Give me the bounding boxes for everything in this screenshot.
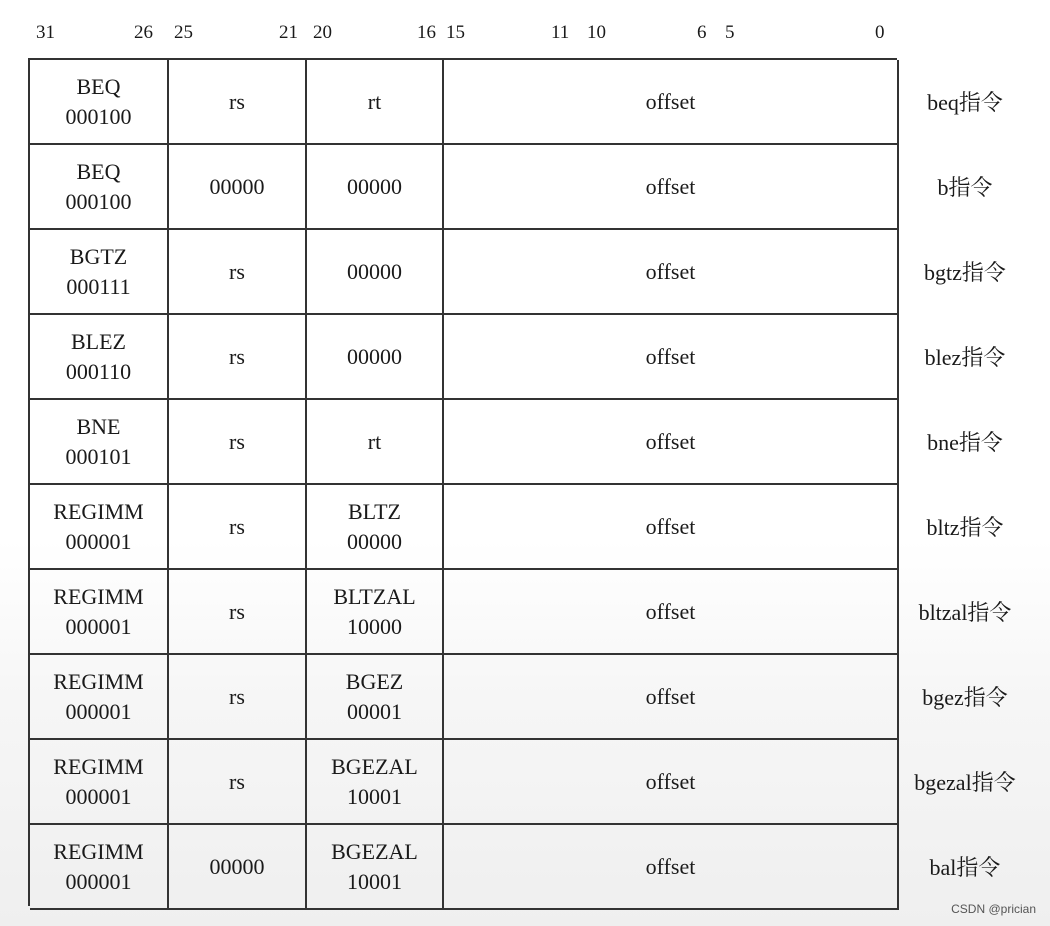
- offset-field: offset: [645, 513, 696, 539]
- table-row: [30, 400, 899, 485]
- opcode-bits: 000111: [66, 273, 131, 299]
- bit-label-15: 15: [446, 22, 465, 43]
- opcode-cell: [30, 230, 169, 315]
- rs-field: rs: [229, 88, 245, 114]
- table-row: [30, 740, 899, 825]
- opcode-name: BLEZ: [71, 328, 126, 354]
- offset-field: offset: [645, 683, 696, 709]
- bit-label-5: 5: [725, 22, 735, 43]
- rt-field-cell: [307, 740, 444, 825]
- opcode-bits: 000001: [65, 868, 132, 894]
- rs-field-cell: [169, 570, 307, 655]
- rt-field-bits: 10001: [347, 783, 402, 809]
- instruction-desc: bne指令: [927, 430, 1003, 455]
- opcode-name: REGIMM: [53, 668, 144, 694]
- instruction-desc: bgezal指令: [914, 770, 1016, 795]
- rs-field: 00000: [209, 853, 265, 879]
- table-row: [30, 570, 899, 655]
- rt-field-cell: [307, 230, 444, 315]
- rs-field-cell: [169, 400, 307, 485]
- bit-label-6: 6: [697, 22, 707, 43]
- offset-field: offset: [645, 173, 696, 199]
- opcode-name: BGTZ: [69, 243, 128, 269]
- bit-label-16: 16: [417, 22, 436, 43]
- rt-field-bits: 10001: [347, 868, 402, 894]
- opcode-bits: 000100: [65, 188, 132, 214]
- rs-field: rs: [229, 683, 245, 709]
- instruction-desc: blez指令: [924, 345, 1006, 370]
- table-row: [30, 315, 899, 400]
- rt-field-cell: [307, 655, 444, 740]
- opcode-name: REGIMM: [53, 498, 144, 524]
- bit-label-31: 31: [36, 22, 55, 43]
- rt-field-cell: [307, 145, 444, 230]
- instruction-desc: bgez指令: [922, 685, 1008, 710]
- offset-field: offset: [645, 768, 696, 794]
- rs-field-cell: [169, 145, 307, 230]
- opcode-name: BNE: [76, 413, 121, 439]
- instruction-desc: bltz指令: [926, 515, 1004, 540]
- rt-field-cell: [307, 570, 444, 655]
- offset-field: offset: [645, 428, 696, 454]
- rs-field-cell: [169, 485, 307, 570]
- rt-field-name: BGEZAL: [331, 753, 418, 779]
- rs-field: rs: [229, 598, 245, 624]
- table-row: [30, 60, 899, 145]
- rs-field-cell: [169, 315, 307, 400]
- offset-cell: [444, 485, 899, 570]
- opcode-bits: 000001: [65, 698, 132, 724]
- rt-field-cell: [307, 400, 444, 485]
- bit-label-10: 10: [587, 22, 606, 43]
- instruction-desc: b指令: [937, 175, 993, 200]
- opcode-bits: 000100: [65, 103, 132, 129]
- rt-field-name: BLTZAL: [333, 583, 416, 609]
- table-row: [30, 825, 899, 910]
- offset-field: offset: [645, 258, 696, 284]
- opcode-name: REGIMM: [53, 583, 144, 609]
- rt-field-cell: [307, 315, 444, 400]
- rt-field-name: 00000: [347, 173, 402, 199]
- rs-field: rs: [229, 428, 245, 454]
- offset-cell: [444, 825, 899, 910]
- opcode-cell: [30, 485, 169, 570]
- offset-cell: [444, 230, 899, 315]
- opcode-name: REGIMM: [53, 838, 144, 864]
- bit-label-20: 20: [313, 22, 332, 43]
- bit-label-26: 26: [134, 22, 153, 43]
- opcode-bits: 000110: [65, 358, 132, 384]
- rs-field-cell: [169, 655, 307, 740]
- instruction-desc: bal指令: [929, 855, 1001, 880]
- instruction-format-table: [28, 58, 897, 906]
- instruction-desc: bltzal指令: [918, 600, 1012, 625]
- offset-field: offset: [645, 598, 696, 624]
- opcode-bits: 000101: [65, 443, 132, 469]
- rt-field-cell: [307, 825, 444, 910]
- bit-label-11: 11: [551, 22, 570, 43]
- opcode-cell: [30, 60, 169, 145]
- rs-field-cell: [169, 825, 307, 910]
- opcode-name: BEQ: [76, 73, 121, 99]
- offset-cell: [444, 400, 899, 485]
- rs-field: rs: [229, 258, 245, 284]
- bit-label-21: 21: [279, 22, 298, 43]
- table-row: [30, 485, 899, 570]
- watermark: CSDN @prician: [951, 902, 1036, 916]
- rt-field-bits: 00001: [347, 698, 402, 724]
- opcode-cell: [30, 315, 169, 400]
- rt-field-name: BLTZ: [348, 498, 401, 524]
- opcode-name: BEQ: [76, 158, 121, 184]
- offset-cell: [444, 740, 899, 825]
- opcode-cell: [30, 655, 169, 740]
- opcode-cell: [30, 570, 169, 655]
- opcode-bits: 000001: [65, 783, 132, 809]
- bit-label-0: 0: [875, 22, 885, 43]
- offset-field: offset: [645, 343, 696, 369]
- offset-cell: [444, 570, 899, 655]
- table-row: [30, 655, 899, 740]
- opcode-cell: [30, 400, 169, 485]
- offset-cell: [444, 655, 899, 740]
- bit-label-25: 25: [174, 22, 193, 43]
- rt-field-name: rt: [367, 428, 382, 454]
- rs-field: 00000: [209, 173, 265, 199]
- opcode-cell: [30, 825, 169, 910]
- rt-field-name: BGEZ: [345, 668, 404, 694]
- rt-field-bits: 00000: [347, 528, 402, 554]
- offset-field: offset: [645, 853, 696, 879]
- offset-cell: [444, 145, 899, 230]
- rs-field-cell: [169, 740, 307, 825]
- offset-cell: [444, 60, 899, 145]
- instruction-desc: beq指令: [927, 90, 1003, 115]
- offset-cell: [444, 315, 899, 400]
- rt-field-name: rt: [367, 88, 382, 114]
- opcode-bits: 000001: [65, 528, 132, 554]
- rs-field: rs: [229, 343, 245, 369]
- rs-field: rs: [229, 513, 245, 539]
- table-row: [30, 145, 899, 230]
- rt-field-name: 00000: [347, 258, 402, 284]
- rt-field-name: 00000: [347, 343, 402, 369]
- rt-field-cell: [307, 485, 444, 570]
- offset-field: offset: [645, 88, 696, 114]
- rs-field-cell: [169, 230, 307, 315]
- instruction-desc: bgtz指令: [924, 260, 1006, 285]
- opcode-cell: [30, 740, 169, 825]
- rt-field-bits: 10000: [347, 613, 402, 639]
- rs-field-cell: [169, 60, 307, 145]
- rs-field: rs: [229, 768, 245, 794]
- table-row: [30, 230, 899, 315]
- opcode-name: REGIMM: [53, 753, 144, 779]
- rt-field-cell: [307, 60, 444, 145]
- opcode-bits: 000001: [65, 613, 132, 639]
- rt-field-name: BGEZAL: [331, 838, 418, 864]
- opcode-cell: [30, 145, 169, 230]
